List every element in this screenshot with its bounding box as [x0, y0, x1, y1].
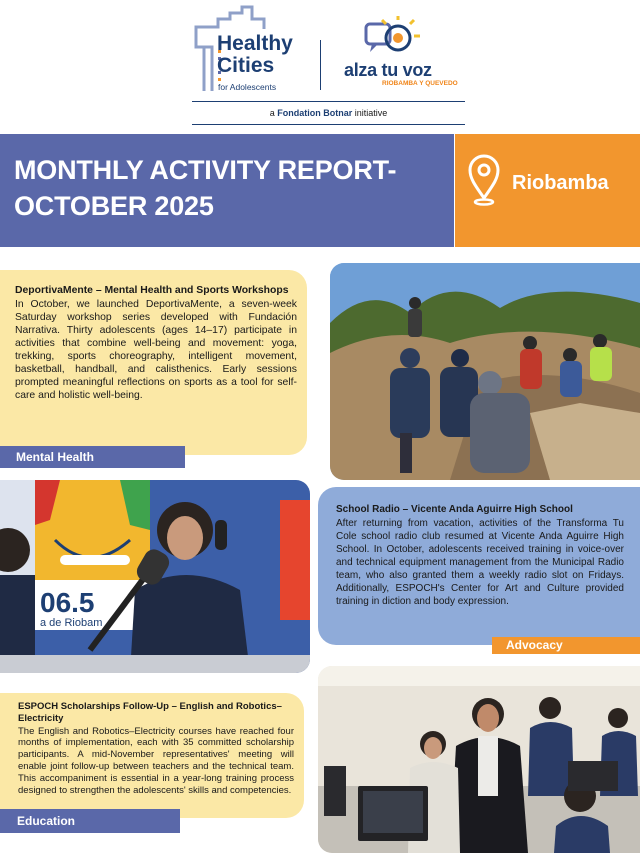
alza-tu-voz-logo-icon	[364, 16, 424, 60]
education-card	[0, 693, 304, 818]
section-body: After returning from vacation, activities of the Transforma Tu Cole school radio club resumed at Vicente Anda Aguirre High School. In October, adolescents received training in voice-over and technical equipment management from the Municipal Radio team, who also granted them a weekly radio slot on Fridays. Additionally, ESPOCH's Center for Art and Culture provided training in diction and body expression.	[336, 518, 624, 607]
alza-tu-voz-wordmark: alza tu voz	[344, 60, 432, 80]
healthy-cities-wordmark: Healthy Cities	[217, 32, 293, 77]
advocacy-card	[318, 487, 640, 645]
tag-education: Education	[0, 809, 180, 833]
location-pin-icon	[466, 154, 502, 206]
header-rule	[192, 101, 465, 102]
alza-tu-voz-subtitle: RIOBAMBA Y QUEVEDO	[382, 80, 458, 87]
report-title: MONTHLY ACTIVITY REPORT- OCTOBER 2025	[14, 155, 397, 221]
photo-classroom	[318, 666, 640, 853]
logo-divider	[320, 40, 321, 90]
photo-school-radio	[0, 480, 310, 673]
section-title: ESPOCH Scholarships Follow-Up – English and Robotics–Electricity	[18, 701, 282, 724]
photo-trekking	[330, 263, 640, 480]
botnar-tagline: a Fondation Botnar initiative	[269, 108, 388, 118]
tag-mental-health: Mental Health	[0, 446, 185, 468]
section-title: DeportivaMente – Mental Health and Sports Workshops	[15, 285, 289, 296]
section-title: School Radio – Vicente Anda Aguirre High School	[336, 504, 573, 515]
section-body: In October, we launched DeportivaMente, a seven-week Saturday workshop series developed with Fundación Narrativa. Thirty adolescents (ages 14–17) participate in activities that combine well-being and movement: yoga, trekking, sports choreography, intelligent movement, basketball, handball, and calisthenics. Early sessions prompted meaningful reflections on sports as a tool for self-care and holistic well-being.	[15, 299, 297, 401]
section-body: The English and Robotics–Electricity courses have reached four months of implementation, each with 35 committed scholarship participants. A mid-November representatives' meeting will enable joint follow-up between teachers and the technical team. This accompaniment is essential in a year-long training process designed to strengthen the adolescents' skills and competencies.	[18, 725, 294, 796]
tag-advocacy: Advocacy	[492, 637, 640, 654]
header-rule-bottom	[192, 124, 465, 125]
mental-health-card	[0, 270, 307, 455]
radio-sign-text: 06.5	[40, 587, 95, 618]
report-banner	[0, 134, 454, 247]
healthy-cities-subtitle: for Adolescents	[218, 82, 277, 92]
radio-sign-subtext: a de Riobam	[40, 617, 103, 629]
city-name: Riobamba	[512, 172, 609, 194]
